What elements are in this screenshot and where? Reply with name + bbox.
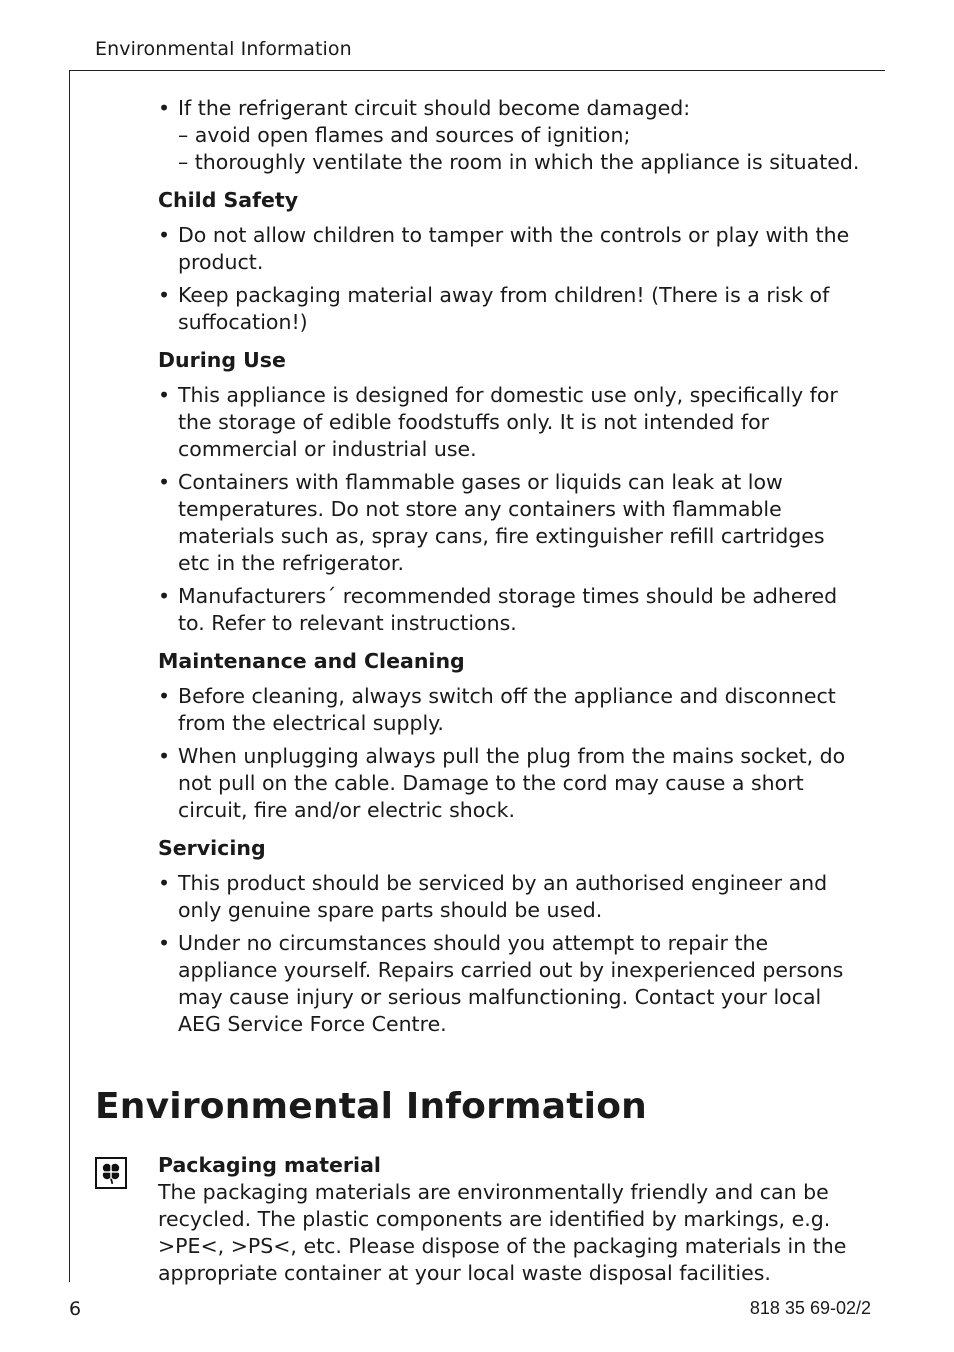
list-item: • When unplugging always pull the plug from the mains socket, do not pull on the cable. Damage to the cord may cause a short circuit, fire and/or electric shock.: [158, 744, 846, 822]
section-heading-during-use: During Use: [158, 348, 286, 372]
bullet-text: This appliance is designed for domestic use only, specifically for the storage of edible foodstuffs only. It is not intended for commercial or industrial use.: [178, 383, 838, 461]
list-item: • Keep packaging material away from children! (There is a risk of suffocation!): [158, 283, 830, 334]
packaging-heading: Packaging material: [158, 1153, 381, 1177]
bullet-text: If the refrigerant circuit should become damaged:: [178, 96, 691, 120]
document-code: 818 35 69-02/2: [749, 1298, 871, 1318]
list-item: • Under no circumstances should you attempt to repair the appliance yourself. Repairs carried out by inexperienced persons may cause injury or serious malfunctioning. Contact your local AEG Service Force Centre.: [158, 931, 844, 1036]
bullet-text: Containers with flammable gases or liquids can leak at low temperatures. Do not store any containers with flammable materials such as, spray cans, fire extinguisher refill cartridges etc in the refrigerator.: [178, 470, 825, 575]
header-rule: [69, 70, 885, 71]
bullet-text: This product should be serviced by an authorised engineer and only genuine spare parts should be used.: [178, 871, 828, 922]
margin-rule: [69, 70, 70, 1282]
section-heading-maintenance: Maintenance and Cleaning: [158, 649, 465, 673]
bullet-text: Do not allow children to tamper with the controls or play with the product.: [178, 223, 850, 274]
clover-leaf-icon: [95, 1157, 127, 1189]
sub-item: – thoroughly ventilate the room in which the appliance is situated.: [178, 150, 860, 174]
safety-content: [158, 95, 860, 1044]
list-item: • This product should be serviced by an authorised engineer and only genuine spare parts should be used.: [158, 871, 828, 922]
page-number: 6: [69, 1298, 82, 1320]
running-header: Environmental Information: [95, 38, 352, 60]
packaging-section: [158, 1152, 860, 1287]
bullet-text: Manufacturers´ recommended storage times should be adhered to. Refer to relevant instructions.: [178, 584, 838, 635]
bullet-text: Keep packaging material away from children! (There is a risk of suffocation!): [178, 283, 830, 334]
refrigerant-bullet: • If the refrigerant circuit should become damaged: – avoid open flames and sources of ignition; – thoroughly ventilate the room in which the appliance is situated.: [158, 96, 860, 174]
list-item: • Do not allow children to tamper with the controls or play with the product.: [158, 223, 850, 274]
list-item: • This appliance is designed for domestic use only, specifically for the storage of edible foodstuffs only. It is not intended for commercial or industrial use.: [158, 383, 838, 461]
bullet-text: Under no circumstances should you attempt to repair the appliance yourself. Repairs carried out by inexperienced persons may cause injury or serious malfunctioning. Contact your local AEG Service Force Centre.: [178, 931, 844, 1036]
packaging-text: The packaging materials are environmentally friendly and can be recycled. The plastic components are identified by markings, e.g. >PE<, >PS<, etc. Please dispose of the packaging materials in the appropriate container at your local waste disposal facilities.: [158, 1180, 847, 1285]
bullet-text: When unplugging always pull the plug from the mains socket, do not pull on the cable. Damage to the cord may cause a short circuit, fire and/or electric shock.: [178, 744, 846, 822]
sub-item: – avoid open flames and sources of ignition;: [178, 123, 631, 147]
section-heading-child-safety: Child Safety: [158, 188, 299, 212]
bullet-text: Before cleaning, always switch off the appliance and disconnect from the electrical supply.: [178, 684, 836, 735]
section-heading-servicing: Servicing: [158, 836, 266, 860]
list-item: • Manufacturers´ recommended storage times should be adhered to. Refer to relevant instructions.: [158, 584, 838, 635]
list-item: • Before cleaning, always switch off the appliance and disconnect from the electrical supply.: [158, 684, 836, 735]
list-item: • Containers with flammable gases or liquids can leak at low temperatures. Do not store any containers with flammable materials such as, spray cans, fire extinguisher refill cartridges etc in the refrigerator.: [158, 470, 825, 575]
page-title: Environmental Information: [95, 1086, 647, 1127]
